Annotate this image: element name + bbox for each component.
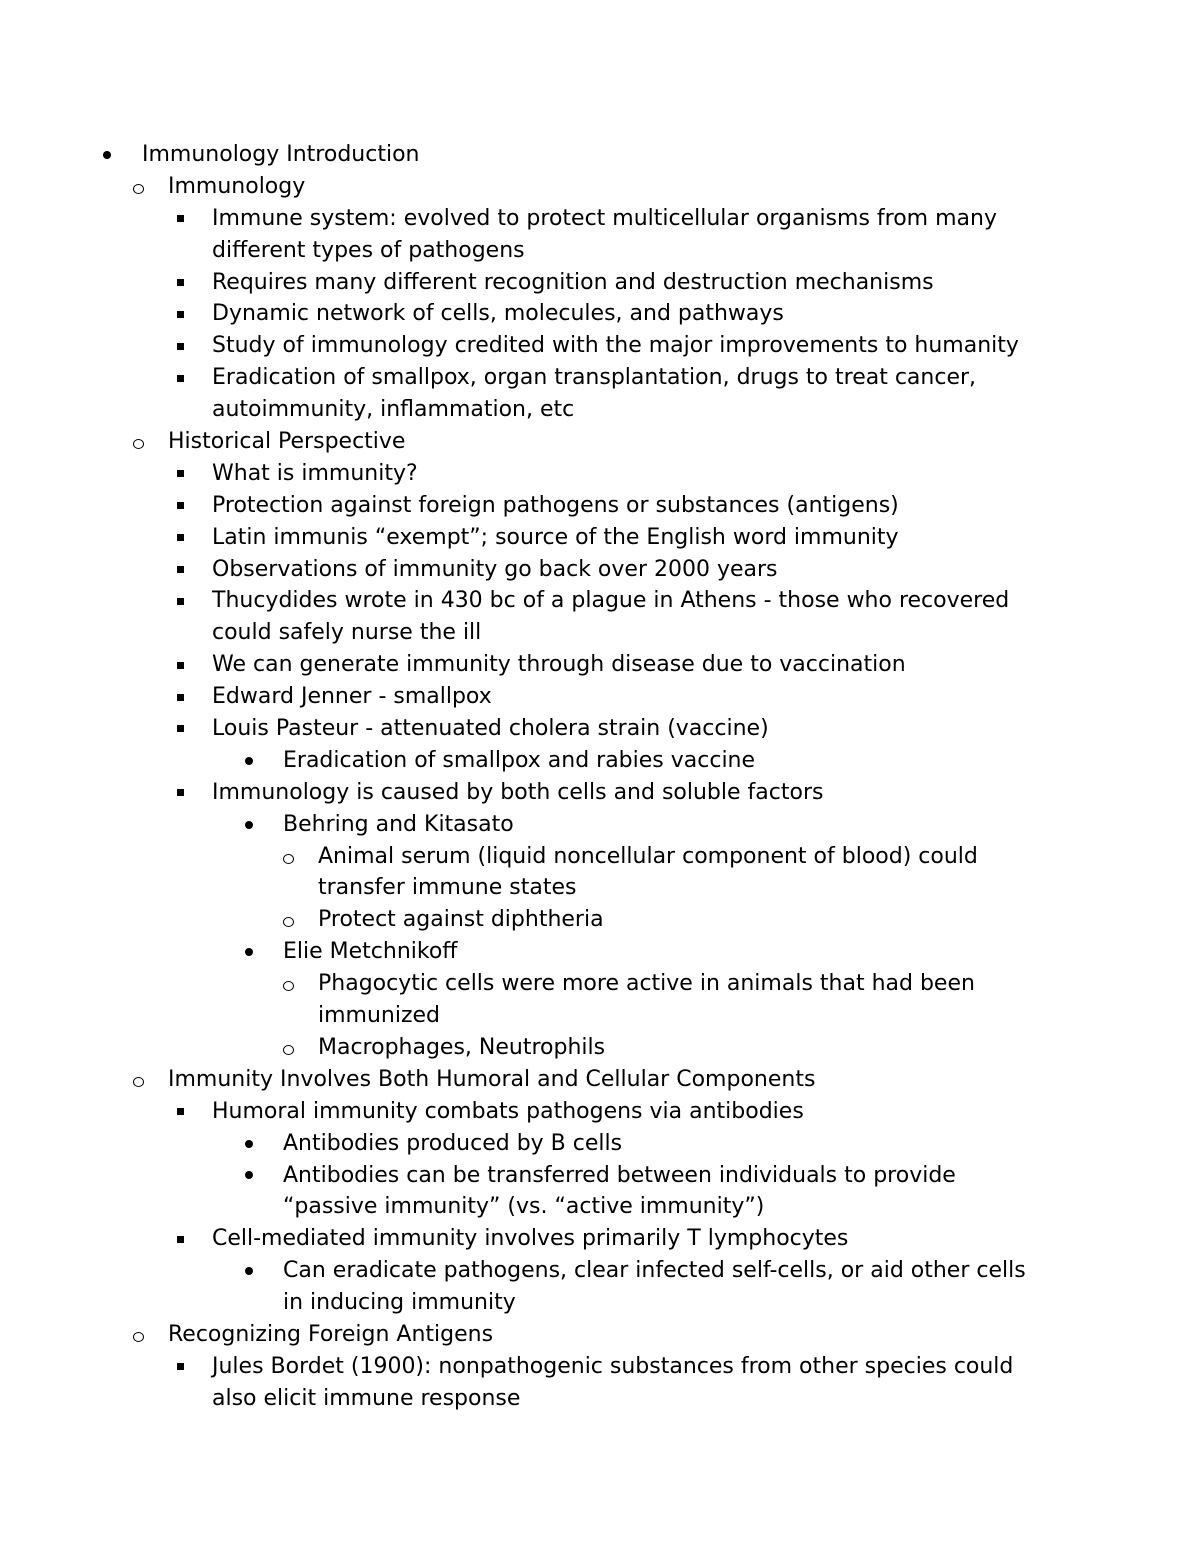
outline-item-text: Antibodies produced by B cells (283, 1130, 623, 1156)
outline-item-text: Immunology is caused by both cells and soluble factors (212, 779, 824, 805)
outline-item (0, 1128, 1200, 1160)
ring-bullet-icon (283, 968, 294, 1000)
outline-item (0, 1351, 1200, 1383)
outline-item-text: Immunity Involves Both Humoral and Cellular Components (168, 1066, 816, 1092)
outline-item-text: Protection against foreign pathogens or substances (antigens) (212, 492, 899, 518)
outline-item-text: Phagocytic cells were more active in animals that had been (318, 971, 975, 997)
square-bullet-icon (177, 1351, 184, 1383)
outline-item (0, 1032, 1200, 1064)
outline-item (0, 426, 1200, 458)
outline-item (0, 904, 1200, 936)
outline-item-text: What is immunity? (212, 460, 418, 486)
outline-item (0, 713, 1200, 745)
outline-item-text: immunized (318, 1003, 441, 1029)
outline-item-text: Study of immunology credited with the major improvements to humanity (212, 333, 1019, 359)
outline-item-text: Eradication of smallpox and rabies vaccine (283, 747, 756, 773)
outline-item-text: Immunology (168, 173, 306, 199)
outline-item (0, 585, 1200, 617)
square-bullet-icon (177, 777, 184, 809)
outline-item-text: Requires many different recognition and destruction mechanisms (212, 269, 934, 295)
square-bullet-icon (177, 267, 184, 299)
outline-item (0, 171, 1200, 203)
outline-item (0, 968, 1200, 1000)
outline-item-text: Eradication of smallpox, organ transplantation, drugs to treat cancer, (212, 365, 977, 391)
outline-item-text: autoimmunity, inflammation, etc (212, 397, 575, 423)
outline-item-text: Antibodies can be transferred between individuals to provide (283, 1162, 956, 1188)
outline-item-text: Thucydides wrote in 430 bc of a plague in Athens - those who recovered (212, 588, 1010, 614)
outline-item-text: transfer immune states (318, 875, 577, 901)
outline-item (0, 267, 1200, 299)
outline-item (0, 745, 1200, 777)
ring-bullet-icon (283, 904, 294, 936)
square-bullet-icon (177, 649, 184, 681)
square-bullet-icon (177, 203, 184, 235)
dot-bullet-icon (245, 936, 253, 968)
outline-item-continuation (0, 235, 1200, 267)
outline-item-text: also elicit immune response (212, 1385, 521, 1411)
outline-item-text: Immunology Introduction (142, 142, 420, 167)
outline-item (0, 1319, 1200, 1351)
outline-item-text: Behring and Kitasato (283, 811, 514, 837)
square-bullet-icon (177, 554, 184, 586)
outline-item (0, 681, 1200, 713)
square-bullet-icon (177, 681, 184, 713)
outline-item-text: Macrophages, Neutrophils (318, 1034, 606, 1060)
outline-item-continuation (0, 1383, 1200, 1415)
outline-item-text: Humoral immunity combats pathogens via antibodies (212, 1098, 804, 1124)
outline-item-text: “passive immunity” (vs. “active immunity”) (283, 1194, 765, 1220)
square-bullet-icon (177, 330, 184, 362)
square-bullet-icon (177, 362, 184, 394)
outline-item (0, 777, 1200, 809)
dot-bullet-icon (245, 1255, 253, 1287)
outline-item-text: Louis Pasteur - attenuated cholera strain (vaccine) (212, 716, 769, 742)
outline-item-text: in inducing immunity (283, 1290, 516, 1316)
outline-item (0, 458, 1200, 490)
dot-bullet-icon (245, 809, 253, 841)
outline-item-text: Immune system: evolved to protect multicellular organisms from many (212, 205, 997, 231)
outline-item (0, 139, 1200, 171)
outline-item-text: Cell-mediated immunity involves primarily T lymphocytes (212, 1226, 849, 1252)
dot-bullet-icon (245, 1160, 253, 1192)
dot-bullet-icon (245, 745, 253, 777)
outline-item-text: Elie Metchnikoff (283, 939, 458, 965)
outline-item-text: could safely nurse the ill (212, 620, 482, 646)
outline-item-text: Can eradicate pathogens, clear infected self-cells, or aid other cells (283, 1258, 1026, 1284)
outline-item-text: Dynamic network of cells, molecules, and pathways (212, 301, 784, 327)
ring-bullet-icon (133, 1319, 144, 1351)
outline-item-text: We can generate immunity through disease due to vaccination (212, 652, 906, 678)
square-bullet-icon (177, 585, 184, 617)
outline-item (0, 330, 1200, 362)
outline-item-text: Observations of immunity go back over 2000 years (212, 556, 778, 582)
ring-bullet-icon (133, 171, 144, 203)
outline-item-text: Historical Perspective (168, 429, 406, 455)
square-bullet-icon (177, 1223, 184, 1255)
outline-item (0, 362, 1200, 394)
outline-item-continuation (0, 394, 1200, 426)
outline-item (0, 936, 1200, 968)
outline-item (0, 203, 1200, 235)
outline-item (0, 649, 1200, 681)
document-body (0, 139, 1200, 1415)
square-bullet-icon (177, 458, 184, 490)
outline-item (0, 298, 1200, 330)
outline-item (0, 1223, 1200, 1255)
square-bullet-icon (177, 713, 184, 745)
outline-item (0, 1160, 1200, 1192)
dot-bullet-icon (245, 1128, 253, 1160)
outline-item-continuation (0, 1287, 1200, 1319)
outline-item-continuation (0, 617, 1200, 649)
outline-item-continuation (0, 1191, 1200, 1223)
outline-item (0, 1064, 1200, 1096)
outline-item-text: Edward Jenner - smallpox (212, 684, 492, 710)
outline-item-text: Latin immunis “exempt”; source of the English word immunity (212, 524, 899, 550)
outline-item-text: Animal serum (liquid noncellular component of blood) could (318, 843, 978, 869)
ring-bullet-icon (283, 1032, 294, 1064)
outline-item (0, 841, 1200, 873)
outline-item (0, 809, 1200, 841)
square-bullet-icon (177, 298, 184, 330)
dot-bullet-icon (103, 139, 111, 171)
ring-bullet-icon (133, 1064, 144, 1096)
outline-item-text: Protect against diphtheria (318, 907, 604, 933)
square-bullet-icon (177, 1096, 184, 1128)
ring-bullet-icon (133, 426, 144, 458)
outline-item-continuation (0, 872, 1200, 904)
ring-bullet-icon (283, 841, 294, 873)
outline-item (0, 1096, 1200, 1128)
outline-item (0, 1255, 1200, 1287)
outline-item-continuation (0, 1000, 1200, 1032)
outline-item-text: Recognizing Foreign Antigens (168, 1321, 494, 1347)
square-bullet-icon (177, 522, 184, 554)
outline-item (0, 490, 1200, 522)
outline-item-text: different types of pathogens (212, 237, 525, 263)
square-bullet-icon (177, 490, 184, 522)
outline-item-text: Jules Bordet (1900): nonpathogenic substances from other species could (212, 1353, 1014, 1379)
outline-item (0, 522, 1200, 554)
outline-item (0, 554, 1200, 586)
